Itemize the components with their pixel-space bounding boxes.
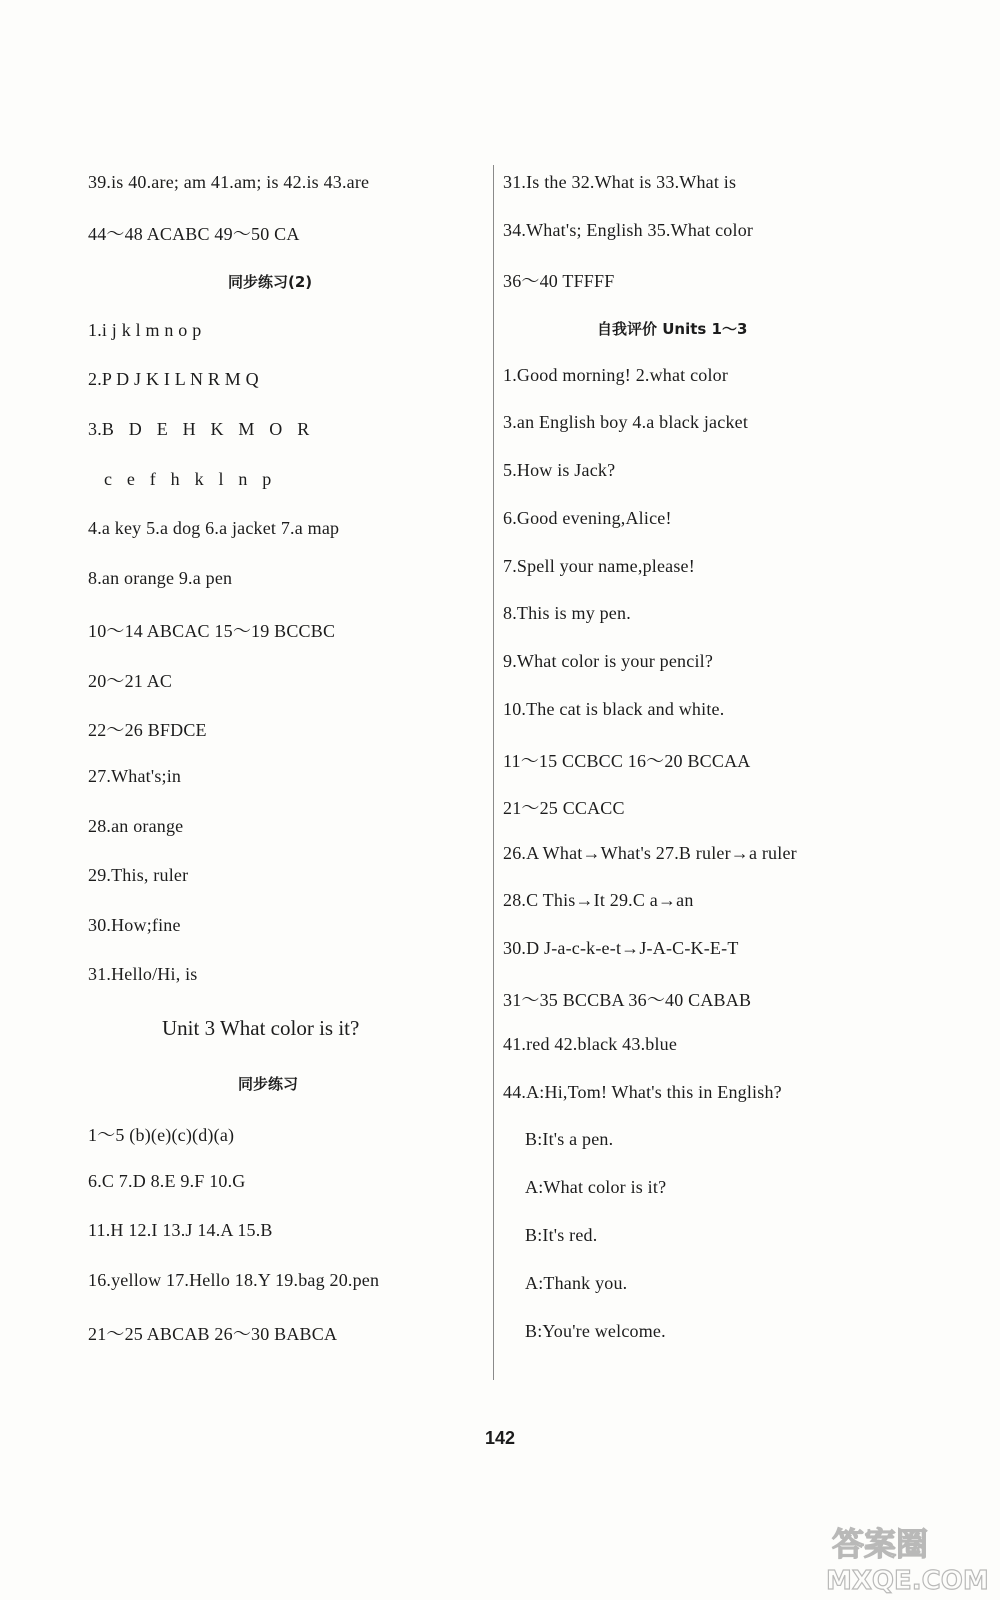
answer-line: 16.yellow 17.Hello 18.Y 19.bag 20.pen	[88, 1270, 380, 1290]
answer-line: 2.P D J K I L N R M Q	[88, 369, 259, 389]
answer-line: 28.an orange	[88, 816, 184, 836]
answer-line: 1.i j k l m n o p	[88, 320, 202, 340]
dialogue-line: A:What color is it?	[525, 1177, 667, 1197]
dialogue-line: B:It's red.	[525, 1225, 598, 1245]
watermark-text-bottom: MXQE.COM	[826, 1566, 989, 1594]
watermark-logo	[822, 1519, 992, 1594]
answer-line: 10～14 ABCAC 15～19 BCCBC	[88, 621, 336, 641]
answer-line: 11.H 12.I 13.J 14.A 15.B	[88, 1220, 273, 1240]
answer-line: 21～25 ABCAB 26～30 BABCA	[88, 1324, 338, 1344]
answer-line: 1.Good morning! 2.what color	[503, 365, 729, 385]
answer-line: 28.C This→It 29.C a→an	[503, 890, 694, 910]
dialogue-line: A:Thank you.	[525, 1273, 628, 1293]
dialogue-line: B:It's a pen.	[525, 1129, 614, 1149]
answer-line: 3.an English boy 4.a black jacket	[503, 412, 749, 432]
answer-line: 44.A:Hi,Tom! What's this in English?	[503, 1082, 782, 1102]
dialogue-line: B:You're welcome.	[525, 1321, 666, 1341]
answer-line: 7.Spell your name,please!	[503, 556, 695, 576]
answer-line: 6.Good evening,Alice!	[503, 508, 672, 528]
answer-line: 8.an orange 9.a pen	[88, 568, 233, 588]
answer-line: 31.Hello/Hi, is	[88, 964, 198, 984]
answer-line: 31～35 BCCBA 36～40 CABAB	[503, 990, 752, 1010]
section-heading: 同步练习(2)	[228, 273, 313, 291]
answer-line: 21～25 CCACC	[503, 798, 625, 818]
answer-line: 36～40 TFFFF	[503, 271, 615, 291]
answer-line: 30.D J-a-c-k-e-t→J-A-C-K-E-T	[503, 938, 739, 958]
answer-line: 4.a key 5.a dog 6.a jacket 7.a map	[88, 518, 340, 538]
answer-line: 1～5 (b)(e)(c)(d)(a)	[88, 1125, 235, 1145]
answer-line: 44～48 ACABC 49～50 CA	[88, 224, 300, 244]
unit-title: Unit 3 What color is it?	[162, 1016, 360, 1040]
page-number: 142	[484, 1428, 516, 1448]
answer-line: 20～21 AC	[88, 671, 173, 691]
answer-line: 5.How is Jack?	[503, 460, 616, 480]
column-divider	[493, 165, 494, 1380]
section-heading: 同步练习	[238, 1075, 299, 1093]
watermark-text-top: 答案圈	[832, 1525, 929, 1563]
answer-line: 34.What's; English 35.What color	[503, 220, 754, 240]
answer-line: 10.The cat is black and white.	[503, 699, 725, 719]
answer-line: 39.is 40.are; am 41.am; is 42.is 43.are	[88, 172, 370, 192]
answer-line: 41.red 42.black 43.blue	[503, 1034, 678, 1054]
answer-line: 9.What color is your pencil?	[503, 651, 714, 671]
answer-line: 3.B D E H K M O R	[88, 419, 310, 439]
answer-line: 8.This is my pen.	[503, 603, 631, 623]
answer-line: 11～15 CCBCC 16～20 BCCAA	[503, 751, 751, 771]
answer-line: 27.What's;in	[88, 766, 182, 786]
answer-line: 6.C 7.D 8.E 9.F 10.G	[88, 1171, 246, 1191]
answer-line: 26.A What→What's 27.B ruler→a ruler	[503, 843, 797, 863]
section-heading: 自我评价 Units 1～3	[597, 320, 748, 338]
answer-line: 22～26 BFDCE	[88, 720, 207, 740]
answer-line: c e f h k l n p	[104, 469, 272, 489]
answer-line: 31.Is the 32.What is 33.What is	[503, 172, 737, 192]
answer-line: 29.This, ruler	[88, 865, 189, 885]
answer-line: 30.How;fine	[88, 915, 181, 935]
